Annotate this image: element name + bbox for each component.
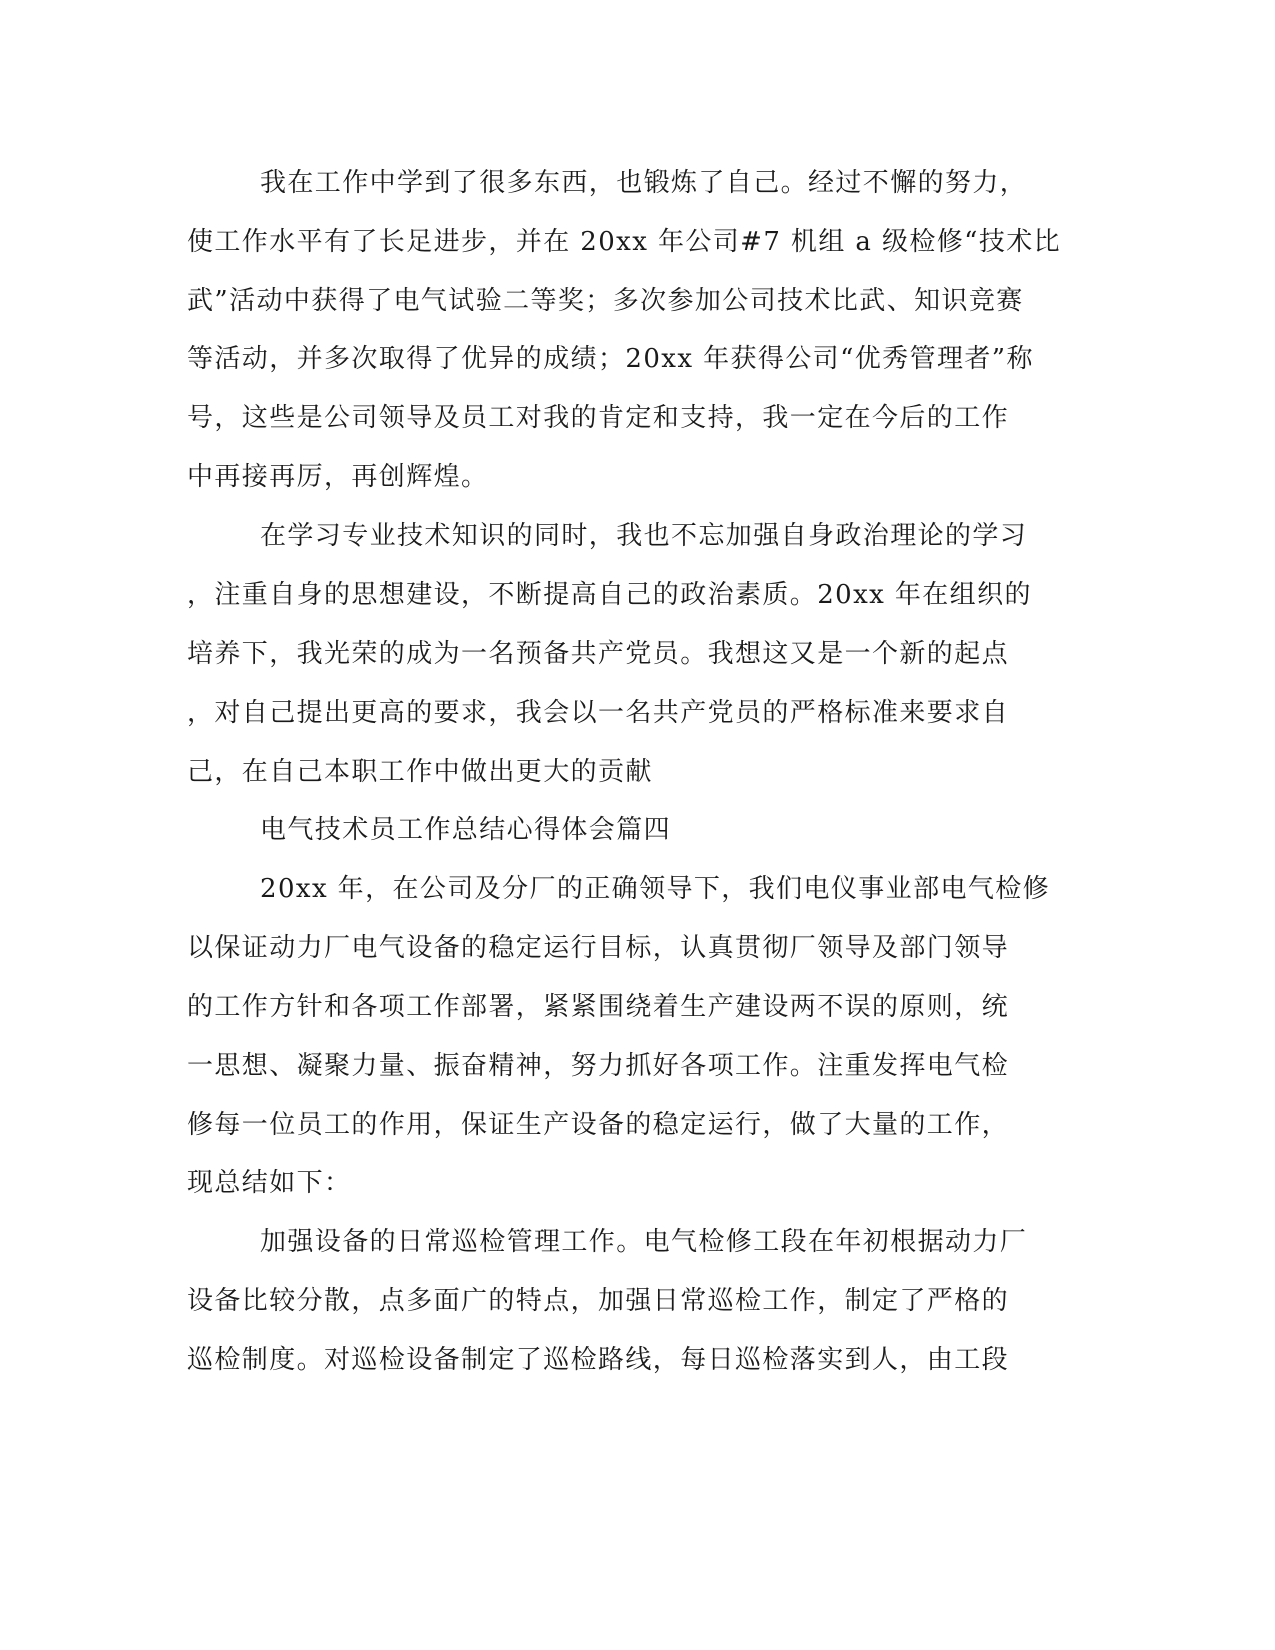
text-line: 加强设备的日常巡检管理工作。电气检修工段在年初根据动力厂 xyxy=(260,1227,1028,1257)
text-line: ，对自己提出更高的要求，我会以一名共产党员的严格标准来要求自 xyxy=(187,698,1010,728)
text-line: 修每一位员工的作用，保证生产设备的稳定运行，做了大量的工作， xyxy=(187,1110,1010,1140)
text-line: 在学习专业技术知识的同时，我也不忘加强自身政治理论的学习 xyxy=(260,521,1028,551)
text-line: 培养下，我光荣的成为一名预备共产党员。我想这又是一个新的起点 xyxy=(187,639,1010,669)
text-line: 武”活动中获得了电气试验二等奖；多次参加公司技术比武、知识竞赛 xyxy=(187,286,1024,316)
text-line: 巡检制度。对巡检设备制定了巡检路线，每日巡检落实到人，由工段 xyxy=(187,1345,1010,1375)
text-line: 现总结如下： xyxy=(187,1168,352,1198)
text-line: 号，这些是公司领导及员工对我的肯定和支持，我一定在今后的工作 xyxy=(187,403,1010,433)
section-heading: 电气技术员工作总结心得体会篇四 xyxy=(260,815,672,845)
text-line: 使工作水平有了长足进步，并在 20xx 年公司#7 机组 a 级检修“技术比 xyxy=(187,227,1062,257)
text-line: 己，在自己本职工作中做出更大的贡献 xyxy=(187,757,653,787)
text-line: 我在工作中学到了很多东西，也锻炼了自己。经过不懈的努力， xyxy=(260,168,1028,198)
text-line: 中再接再厉，再创辉煌。 xyxy=(187,462,489,492)
text-line: 以保证动力厂电气设备的稳定运行目标，认真贯彻厂领导及部门领导 xyxy=(187,933,1010,963)
text-line: 等活动，并多次取得了优异的成绩；20xx 年获得公司“优秀管理者”称 xyxy=(187,344,1034,374)
text-line: ，注重自身的思想建设，不断提高自己的政治素质。20xx 年在组织的 xyxy=(187,580,1032,610)
text-line: 的工作方针和各项工作部署，紧紧围绕着生产建设两不误的原则，统 xyxy=(187,992,1010,1022)
text-line: 设备比较分散，点多面广的特点，加强日常巡检工作，制定了严格的 xyxy=(187,1286,1010,1316)
text-line: 20xx 年，在公司及分厂的正确领导下，我们电仪事业部电气检修 xyxy=(260,874,1051,904)
text-line: 一思想、凝聚力量、振奋精神，努力抓好各项工作。注重发挥电气检 xyxy=(187,1051,1010,1081)
